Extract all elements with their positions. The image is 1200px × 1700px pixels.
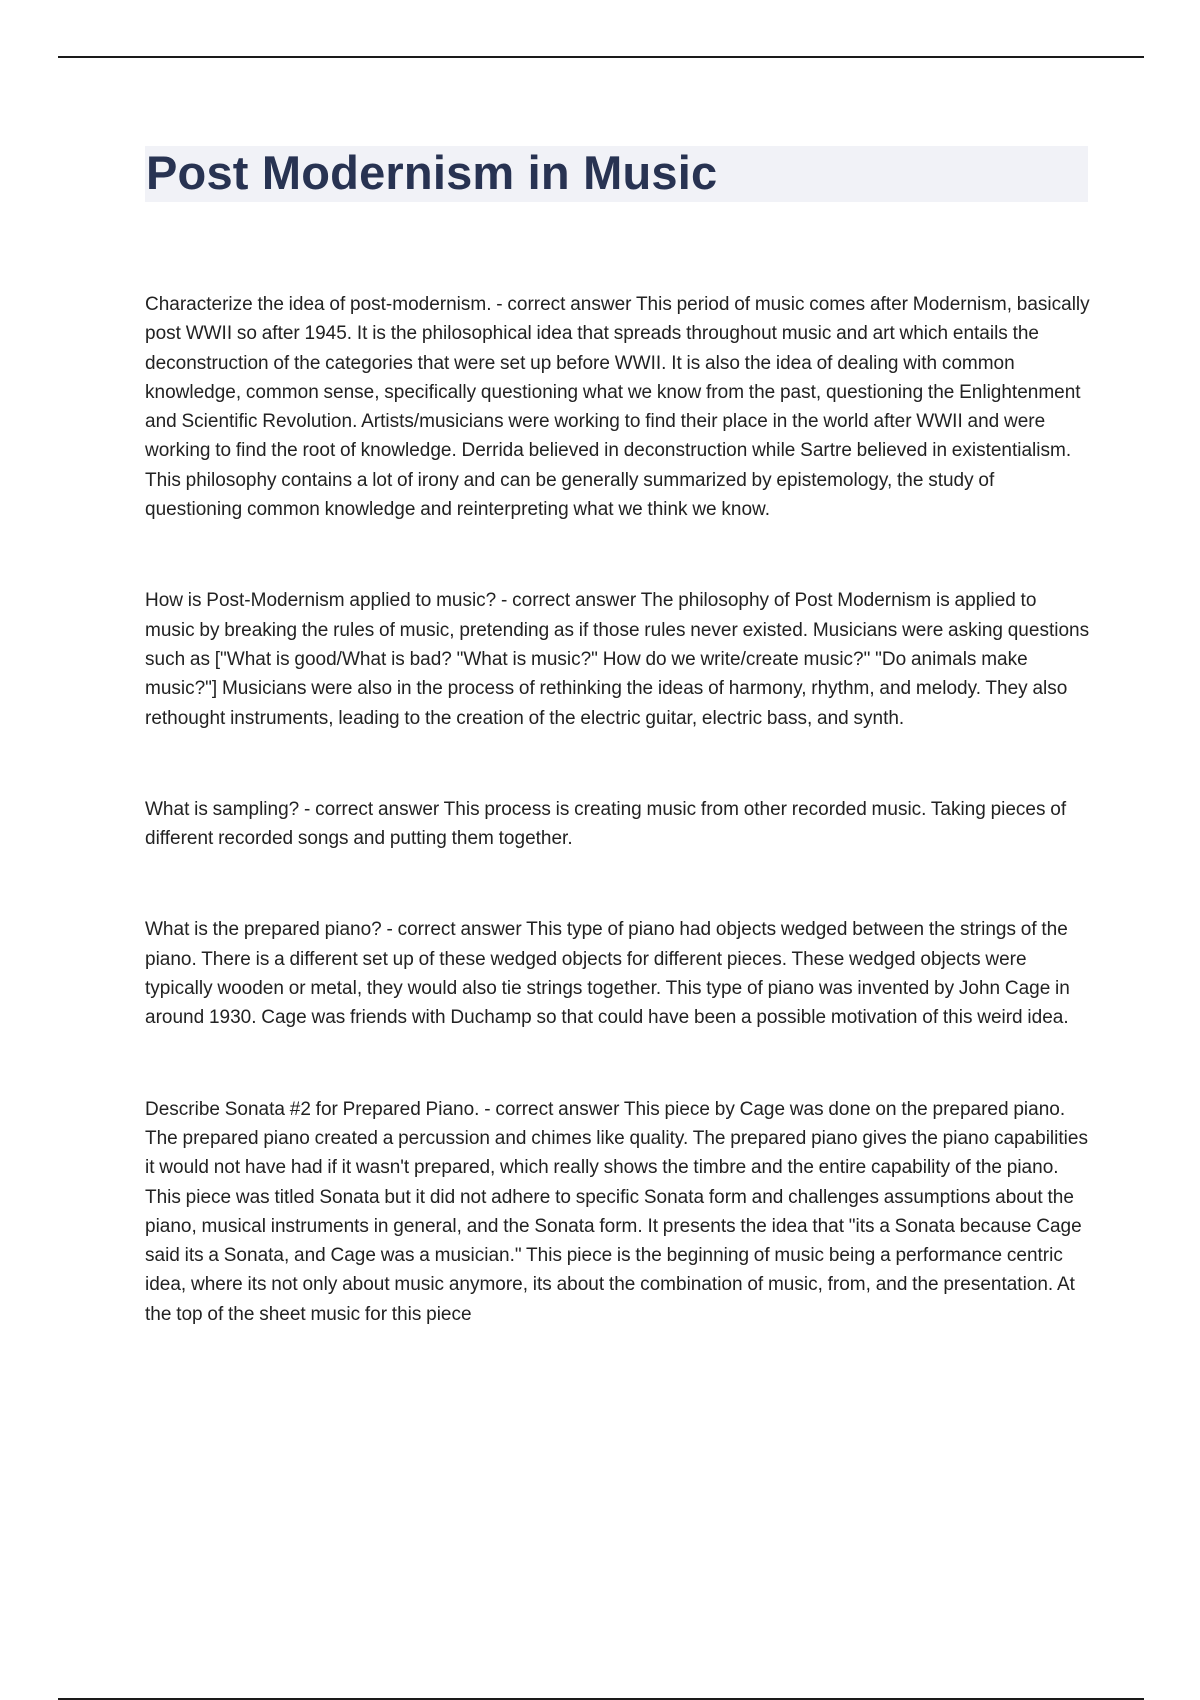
- qa-entry: [145, 795, 1090, 854]
- question-text: Characterize the idea of post-modernism. -: [145, 294, 507, 315]
- qa-entry: [145, 290, 1090, 524]
- question-text: What is the prepared piano? -: [145, 919, 398, 940]
- answer-text: This process is creating music from other recorded music. Taking pieces of different recorded songs and putting them together.: [145, 798, 1067, 850]
- qa-entry: [145, 586, 1090, 732]
- answer-separator: correct answer: [495, 1098, 620, 1120]
- answer-text: This period of music comes after Modernism, basically post WWII so after 1945. It is the philosophical idea that spreads throughout music and art which entails the deconstruction of the categories that were set up before WWII. It is also the idea of dealing with common knowledge, common sense, specifically questioning what we know from the past, questioning the Enlightenment and Scientific Revolution. Artists/musicians were working to find their place in the world after WWII and were working to find the root of knowledge. Derrida believed in deconstruction while Sartre believed in existentialism. This philosophy contains a lot of irony and can be generally summarized by epistemology, the study of questioning common knowledge and reinterpreting what we think we know.: [145, 294, 1090, 521]
- answer-text: The philosophy of Post Modernism is applied to music by breaking the rules of music, pretending as if those rules never existed. Musicians were asking questions such as ["What is good/What is bad? "What is music?" How do we write/create music?" "Do animals make music?"] Musicians were also in the process of rethinking the ideas of harmony, rhythm, and melody. They also rethought instruments, leading to the creation of the electric guitar, electric bass, and synth.: [145, 590, 1090, 729]
- question-text: How is Post-Modernism applied to music? -: [145, 590, 512, 611]
- answer-text: This type of piano had objects wedged between the strings of the piano. There is a different set up of these wedged objects for different pieces. These wedged objects were typically wooden or metal, they would also tie strings together. This type of piano was invented by John Cage in around 1930. Cage was friends with Duchamp so that could have been a possible motivation of this weird idea.: [145, 919, 1070, 1029]
- answer-separator: correct answer: [512, 590, 637, 612]
- question-text: What is sampling? -: [145, 799, 315, 820]
- qa-entry: [145, 915, 1090, 1032]
- qa-entry: [145, 1095, 1090, 1329]
- answer-separator: correct answer: [315, 798, 440, 820]
- qa-list: [145, 290, 1090, 1391]
- answer-text: This piece by Cage was done on the prepared piano. The prepared piano created a percussion and chimes like quality. The prepared piano gives the piano capabilities it would not have had if it wasn't prepared, which really shows the timbre and the entire capability of the piano. This piece was titled Sonata but it did not adhere to specific Sonata form and challenges assumptions about the piano, musical instruments in general, and the Sonata form. It presents the idea that "its a Sonata because Cage said its a Sonata, and Cage was a musician." This piece is the beginning of music being a performance centric idea, where its not only about music anymore, its about the combination of music, from, and the presentation. At the top of the sheet music for this piece: [145, 1098, 1088, 1325]
- question-text: Describe Sonata #2 for Prepared Piano. -: [145, 1099, 495, 1120]
- answer-separator: correct answer: [507, 294, 632, 315]
- answer-separator: correct answer: [397, 919, 522, 941]
- header-rule: [58, 56, 1144, 58]
- page-title: Post Modernism in Music: [146, 146, 718, 199]
